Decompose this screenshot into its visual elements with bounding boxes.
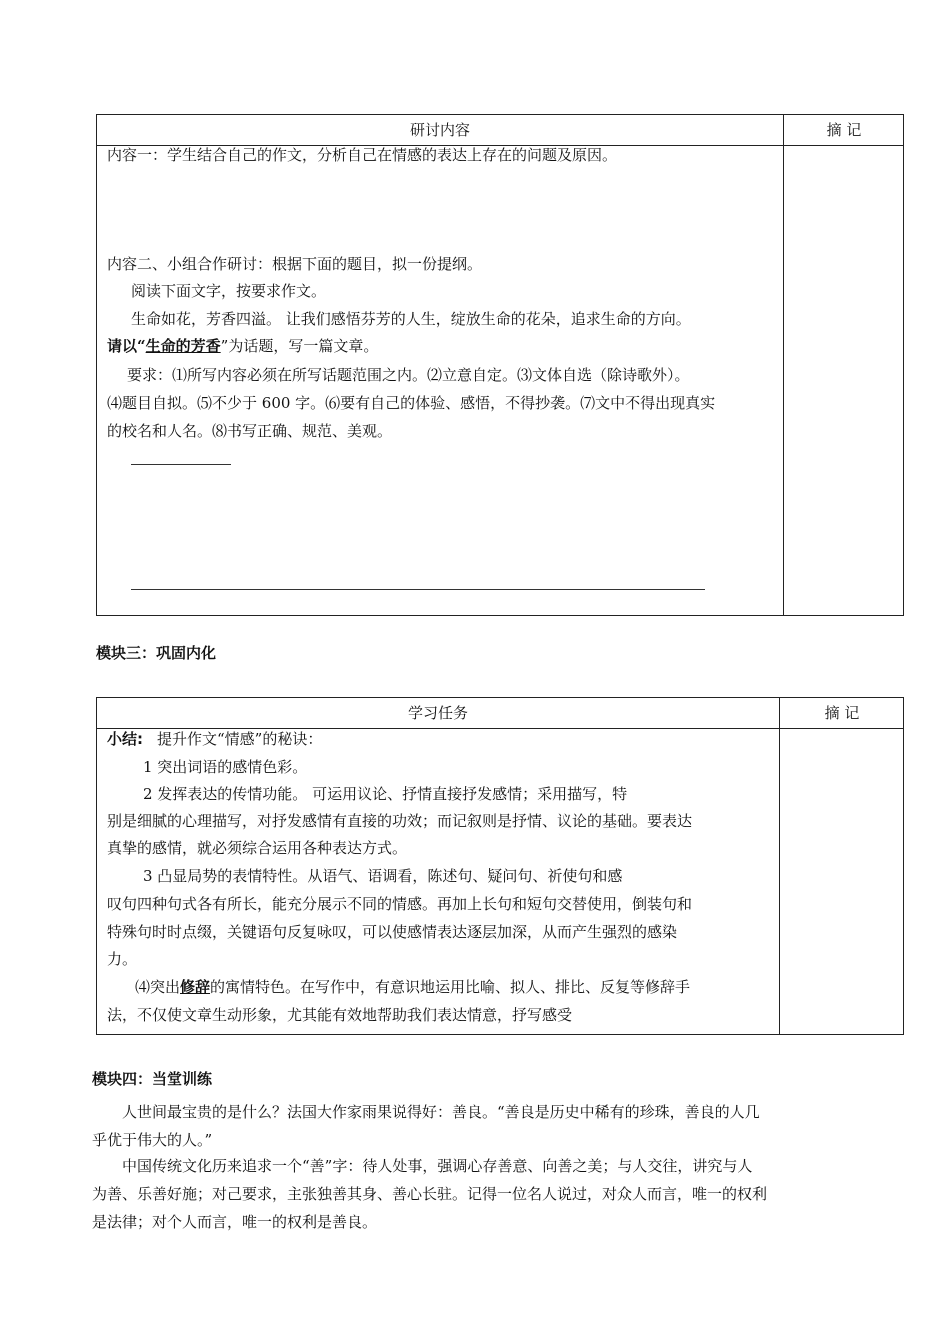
prompt-prefix: 请以“ xyxy=(107,337,146,355)
tip-three-line-4: 力。 xyxy=(107,950,138,968)
tip-three-line-2: 叹句四种句式各有所长，能充分展示不同的情感。再加上长句和短句交替使用，倒装句和 xyxy=(107,895,693,913)
header-notes: 摘 记 xyxy=(824,704,860,722)
tip-three-line-3: 特殊句时时点缀，关键语句反复咏叹，可以使感情表达逐层加深，从而产生强烈的感染 xyxy=(107,923,678,941)
tip-two-line-1: 2 发挥表达的传情功能。 可运用议论、抒情直接抒发感情；采用描写，特 xyxy=(143,785,628,803)
prompt-line-2 xyxy=(107,336,378,356)
requirements-line-2: ⑷题目自拟。⑸不少于 600 字。⑹要有自己的体验、感悟，不得抄袭。⑺文中不得出现真实 xyxy=(107,394,716,412)
requirements-line-1: 要求：⑴所写内容必须在所写话题范围之内。⑵立意自定。⑶文体自选（除诗歌外）。 xyxy=(127,366,690,384)
tip-four-line-2: 法，不仅使文章生动形象，尤其能有效地帮助我们表达情意，抒写感受 xyxy=(107,1006,573,1024)
paragraph-2-line-2: 为善、乐善好施；对己要求，主张独善其身、善心长驻。记得一位名人说过，对众人而言，唯一的权利 xyxy=(92,1185,768,1203)
requirements-line-3: 的校名和人名。⑻书写正确、规范、美观。 xyxy=(107,422,393,440)
content-two: 内容二、小组合作研讨：根据下面的题目，拟一份提纲。 xyxy=(107,255,483,273)
paragraph-1-line-2: 乎优于伟大的人。” xyxy=(92,1131,213,1149)
practice-paragraph-1 xyxy=(92,1098,862,1154)
tip-four-text: 的寓情特色。在写作中，有意识地运用比喻、拟人、排比、反复等修辞手 xyxy=(210,978,691,996)
tip-one: 1 突出词语的感情色彩。 xyxy=(143,758,308,776)
reading-instruction: 阅读下面文字，按要求作文。 xyxy=(131,282,327,300)
outline-blank-long[interactable] xyxy=(131,589,705,590)
module-four-heading: 模块四：当堂训练 xyxy=(92,1070,213,1088)
paragraph-1-line-1: 人世间最宝贵的是什么？法国大作家雨果说得好：善良。“善良是历史中稀有的珍珠，善良的人几 xyxy=(122,1103,760,1121)
tip-three-line-1: 3 凸显局势的表情特性。从语气、语调看，陈述句、疑问句、祈使句和感 xyxy=(143,867,623,885)
module-three-heading: 模块三：巩固内化 xyxy=(96,644,217,662)
prompt-suffix: ”为话题，写一篇文章。 xyxy=(220,337,379,355)
summary-text: 提升作文“情感”的秘诀： xyxy=(157,730,323,748)
prompt-line-1: 生命如花，芳香四溢。 让我们感悟芬芳的人生，绽放生命的花朵，追求生命的方向。 xyxy=(131,310,691,328)
summary-label: 小结: xyxy=(107,730,143,748)
header-discussion-content: 研讨内容 xyxy=(409,121,470,139)
paragraph-2-line-3: 是法律；对个人而言，唯一的权利是善良。 xyxy=(92,1213,378,1231)
column-divider xyxy=(779,698,780,1034)
tip-four-line-1 xyxy=(135,977,690,997)
header-notes: 摘 记 xyxy=(826,121,862,139)
content-one: 内容一：学生结合自己的作文，分析自己在情感的表达上存在的问题及原因。 xyxy=(107,146,618,164)
discussion-table xyxy=(96,114,904,616)
column-divider xyxy=(783,115,784,615)
topic-title: 生命的芳香 xyxy=(145,337,221,355)
summary-line xyxy=(107,729,322,749)
learning-task-table xyxy=(96,697,904,1035)
paragraph-2-line-1: 中国传统文化历来追求一个“善”字：待人处事，强调心存善意、向善之美；与人交往，讲究与人 xyxy=(122,1157,753,1175)
tip-two-line-3: 真挚的感情，就必须综合运用各种表达方式。 xyxy=(107,839,408,857)
tip-four-prefix: ⑷突出 xyxy=(135,978,181,996)
header-learning-task: 学习任务 xyxy=(407,704,468,722)
practice-paragraph-2 xyxy=(92,1152,862,1236)
outline-blank-short[interactable] xyxy=(131,464,231,465)
tip-two-line-2: 别是细腻的心理描写，对抒发感情有直接的功效；而记叙则是抒情、议论的基础。要表达 xyxy=(107,812,693,830)
rhetoric-keyword: 修辞 xyxy=(180,978,211,996)
